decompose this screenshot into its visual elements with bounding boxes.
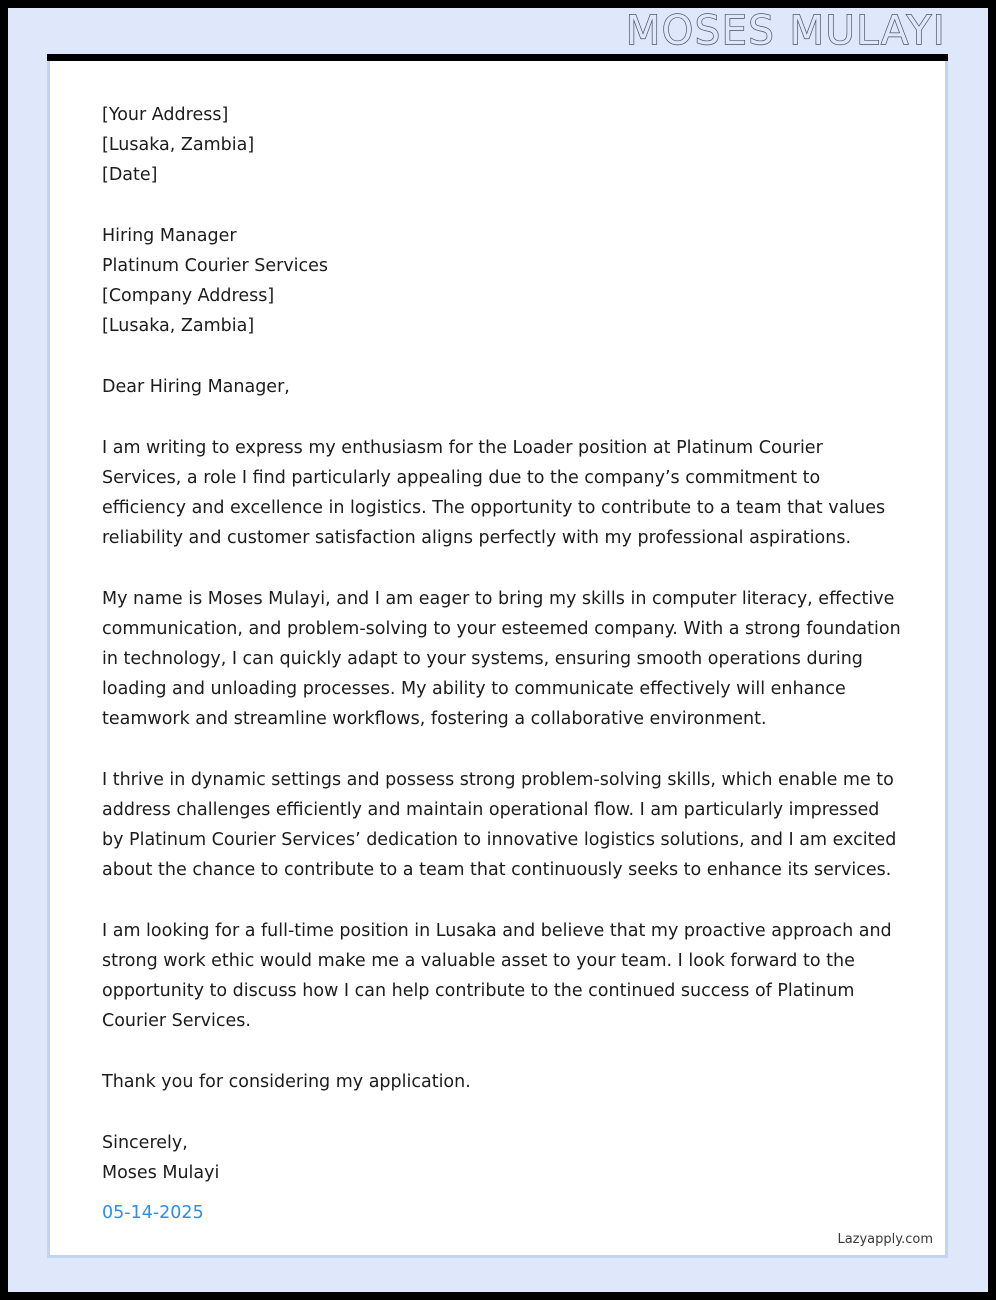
body-paragraph-1: I am writing to express my enthusiasm for the Loader position at Platinum Courier Services, a role I find particularly appealing due to the company’s commitment to efficiency and excellence in logistics. The opportunity to contribute to a team that values reliability and customer satisfaction aligns perfectly with my professional aspirations. — [102, 438, 886, 548]
recipient-company-line: Platinum Courier Services — [102, 256, 329, 276]
recipient-city-line: [Lusaka, Zambia] — [102, 316, 255, 336]
body-paragraph-4: I am looking for a full-time position in Lusaka and believe that my proactive approach and strong work ethic would make me a valuable asset to your team. I look forward to the opportunity to discuss how I can help contribute to the continued success of Platinum Courier Services. — [102, 921, 892, 1031]
recipient-address-line: [Company Address] — [102, 286, 275, 306]
sender-date-line: [Date] — [102, 165, 158, 185]
date-stamp: 05-14-2025 — [102, 1203, 204, 1223]
signature-name: Moses Mulayi — [102, 1163, 220, 1183]
body-paragraph-3: I thrive in dynamic settings and possess strong problem-solving skills, which enable me to address challenges efficiently and maintain operational flow. I am particularly impressed by Platinum Courier Services’ dedication to innovative logistics solutions, and I am excited about the chance to contribute to a team that continuously seeks to enhance its services. — [102, 770, 897, 880]
header-divider-rule — [47, 54, 948, 61]
body-paragraph-2: My name is Moses Mulayi, and I am eager to bring my skills in computer literacy, effective communication, and problem-solving to your esteemed company. With a strong foundation in technology, I can quickly adapt to your systems, ensuring smooth operations during loading and unloading processes. My ability to communicate effectively will enhance teamwork and streamline workflows, fostering a collaborative environment. — [102, 589, 901, 729]
body-paragraph-5: Thank you for considering my application. — [102, 1072, 471, 1092]
letterhead-header — [8, 8, 948, 54]
sender-address-line: [Your Address] — [102, 105, 229, 125]
cover-letter-page — [8, 8, 988, 1292]
letter-body — [102, 100, 902, 1228]
closing-block — [102, 1128, 902, 1228]
recipient-address-block — [102, 221, 902, 341]
footer-credit: Lazyapply.com — [837, 1232, 933, 1247]
recipient-attention-line: Hiring Manager — [102, 226, 237, 246]
letter-sheet — [47, 61, 948, 1258]
sender-city-line: [Lusaka, Zambia] — [102, 135, 255, 155]
salutation: Dear Hiring Manager, — [102, 377, 290, 397]
valediction: Sincerely, — [102, 1133, 188, 1153]
page-title: MOSES MULAYI — [625, 8, 946, 54]
sender-address-block — [102, 100, 902, 190]
